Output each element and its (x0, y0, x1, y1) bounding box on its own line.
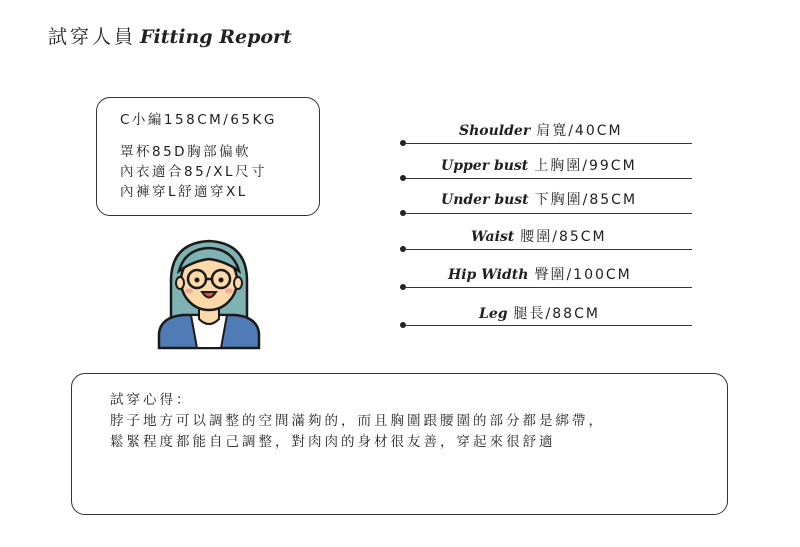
measurement-leg (479, 303, 600, 323)
review-text-line: 鬆緊程度都能自己調整，對肉肉的身材很友善，穿起來很舒適 (110, 434, 556, 450)
measurement-rule (403, 143, 692, 144)
measurement-label: Leg (479, 306, 508, 322)
measurement-label: Hip Width (448, 267, 529, 283)
profile-line: C小編158CM/65KG (120, 112, 277, 128)
measurement-label: Shoulder (459, 123, 531, 139)
measurement-value: 臀圍/100CM (534, 267, 632, 283)
review-heading: 試穿心得： (110, 392, 193, 408)
review-notes-box (71, 373, 728, 515)
measurement-rule (403, 325, 692, 326)
measurement-label: Under bust (441, 192, 529, 208)
measurement-label: Waist (471, 229, 515, 245)
measurement-label: Upper bust (441, 158, 529, 174)
measurement-upper-bust (441, 155, 637, 175)
avatar-illustration (155, 235, 263, 350)
measurement-value: 上胸圍/99CM (534, 158, 637, 174)
profile-line: 罩杯85D胸部偏軟 (120, 144, 252, 160)
measurement-hip-width (448, 264, 632, 284)
review-text-line: 脖子地方可以調整的空間滿夠的，而且胸圍跟腰圍的部分都是綁帶， (110, 413, 605, 429)
measurement-value: 下胸圍/85CM (534, 192, 638, 208)
profile-line: 內褲穿L舒適穿XL (120, 184, 248, 200)
profile-box (96, 97, 320, 216)
measurement-value: 腿長/88CM (513, 306, 600, 322)
measurement-under-bust (441, 189, 637, 209)
measurement-value: 肩寬/40CM (536, 123, 623, 139)
measurement-rule (403, 287, 692, 288)
measurement-waist (471, 226, 607, 246)
page-title-zh: 試穿人員 (48, 26, 137, 48)
measurement-shoulder (459, 120, 623, 140)
measurement-rule (403, 178, 692, 179)
profile-line: 內衣適合85/XL尺寸 (120, 164, 267, 180)
measurement-value: 腰圍/85CM (520, 229, 607, 245)
measurement-rule (403, 249, 692, 250)
page-title-en: Fitting Report (140, 26, 292, 48)
measurement-rule (403, 213, 692, 214)
page-title (48, 22, 292, 49)
